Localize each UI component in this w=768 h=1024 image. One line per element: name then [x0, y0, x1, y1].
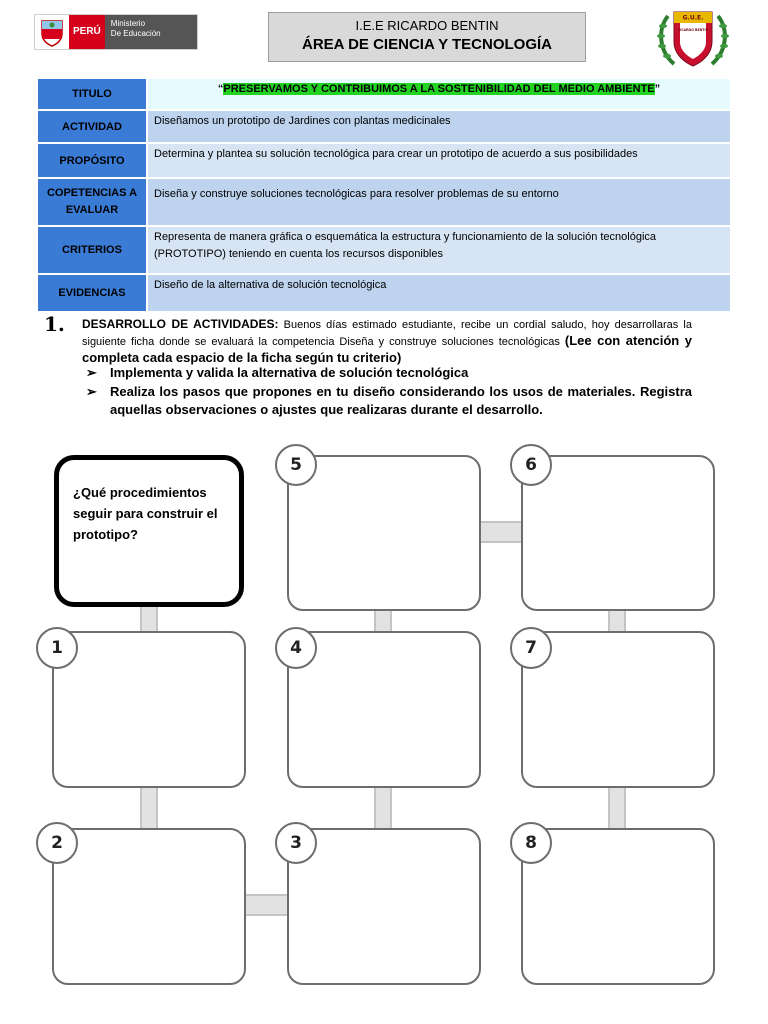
- step-number-8: 8: [510, 822, 552, 864]
- step-number-7: 7: [510, 627, 552, 669]
- competencias-label: COPETENCIAS A EVALUAR: [38, 179, 146, 225]
- activities-heading: DESARROLLO DE ACTIVIDADES:: [82, 317, 279, 331]
- step-number-5: 5: [275, 444, 317, 486]
- step-number-4: 4: [275, 627, 317, 669]
- area-name: ÁREA DE CIENCIA Y TECNOLOGÍA: [301, 36, 553, 53]
- info-table: [38, 79, 730, 311]
- bullet-item: [86, 364, 692, 382]
- proposito-value: Determina y plantea su solución tecnológica para crear un prototipo de acuerdo a sus posibilidades: [148, 144, 730, 177]
- bullet-item: [86, 383, 692, 419]
- table-row-actividad: [38, 111, 730, 144]
- crest-text-top: G.U.E.: [682, 14, 704, 22]
- question-box: [54, 455, 244, 607]
- table-row-competencias: [38, 179, 730, 227]
- connector-1-2: [140, 784, 158, 828]
- titulo-value: “PRESERVAMOS Y CONTRIBUIMOS A LA SOSTENIBILIDAD DEL MEDIO AMBIENTE”: [148, 79, 730, 109]
- arrow-bullet-icon: ➢: [86, 384, 97, 399]
- table-row-evidencias: [38, 275, 730, 311]
- step-number-3: 3: [275, 822, 317, 864]
- crest-text-bottom: RICARDO BENTIN: [677, 28, 709, 32]
- connector-5-6: [477, 521, 521, 543]
- bullet-text: Realiza los pasos que propones en tu diseño considerando los usos de materiales. Registra aquellas observaciones o ajustes que realizaras durante el desarrollo.: [110, 384, 692, 417]
- criterios-value: Representa de manera gráfica o esquemática la estructura y funcionamiento de la solución tecnológica (PROTOTIPO) teniendo en cuenta los recursos disponibles: [148, 227, 730, 273]
- activities-paragraph: [82, 316, 692, 367]
- actividad-value: Diseñamos un prototipo de Jardines con plantas medicinales: [148, 111, 730, 142]
- connector-2-3: [243, 894, 287, 916]
- connector-question-1: [140, 607, 158, 631]
- minedu-peru-label: PERÚ: [69, 15, 105, 49]
- criterios-label: CRITERIOS: [38, 227, 146, 273]
- school-title-box: [268, 12, 586, 62]
- peru-coat-of-arms-icon: [39, 17, 65, 47]
- step-box-6[interactable]: [521, 455, 715, 611]
- proposito-label: PROPÓSITO: [38, 144, 146, 177]
- table-row-criterios: [38, 227, 730, 275]
- activities-intro: Buenos días estimado estudiante, recibe un cordial saludo, hoy desarrollaras la siguiente ficha donde se evaluará la competencia Diseña y construye soluciones tecnológicas: [82, 319, 692, 348]
- step-number-1: 1: [36, 627, 78, 669]
- step-number-6: 6: [510, 444, 552, 486]
- step-box-4[interactable]: [287, 631, 481, 788]
- school-name: I.E.E RICARDO BENTIN: [355, 18, 499, 33]
- table-row-proposito: [38, 144, 730, 179]
- minedu-educacion-text: De Educación: [110, 29, 161, 38]
- evidencias-label: EVIDENCIAS: [38, 275, 146, 311]
- minedu-ministry-label: [105, 15, 197, 49]
- step-number-2: 2: [36, 822, 78, 864]
- actividad-label: ACTIVIDAD: [38, 111, 146, 142]
- step-box-2[interactable]: [52, 828, 246, 985]
- activities-instruction: (Lee con atención y completa cada espacio de la ficha según tu criterio): [82, 333, 692, 365]
- connector-7-8: [608, 784, 626, 828]
- step-box-5[interactable]: [287, 455, 481, 611]
- section-number: 1.: [44, 312, 65, 336]
- minedu-ministerio-text: Ministerio: [110, 19, 146, 28]
- bullet-text: Implementa y valida la alternativa de solución tecnológica: [110, 365, 469, 380]
- school-crest-icon: [654, 8, 732, 70]
- connector-3-4: [374, 784, 392, 828]
- titulo-highlight: PRESERVAMOS Y CONTRIBUIMOS A LA SOSTENIBILIDAD DEL MEDIO AMBIENTE: [223, 83, 655, 95]
- arrow-bullet-icon: ➢: [86, 365, 97, 380]
- table-row-titulo: [38, 79, 730, 111]
- titulo-label: TITULO: [38, 79, 146, 109]
- minedu-logo: [34, 14, 198, 50]
- activities-bullet-list: [86, 364, 692, 420]
- competencias-value: Diseña y construye soluciones tecnológicas para resolver problemas de su entorno: [148, 179, 730, 225]
- evidencias-value: Diseño de la alternativa de solución tecnológica: [148, 275, 730, 311]
- step-box-3[interactable]: [287, 828, 481, 985]
- step-box-1[interactable]: [52, 631, 246, 788]
- question-text: ¿Qué procedimientos seguir para construir el prototipo?: [73, 485, 218, 542]
